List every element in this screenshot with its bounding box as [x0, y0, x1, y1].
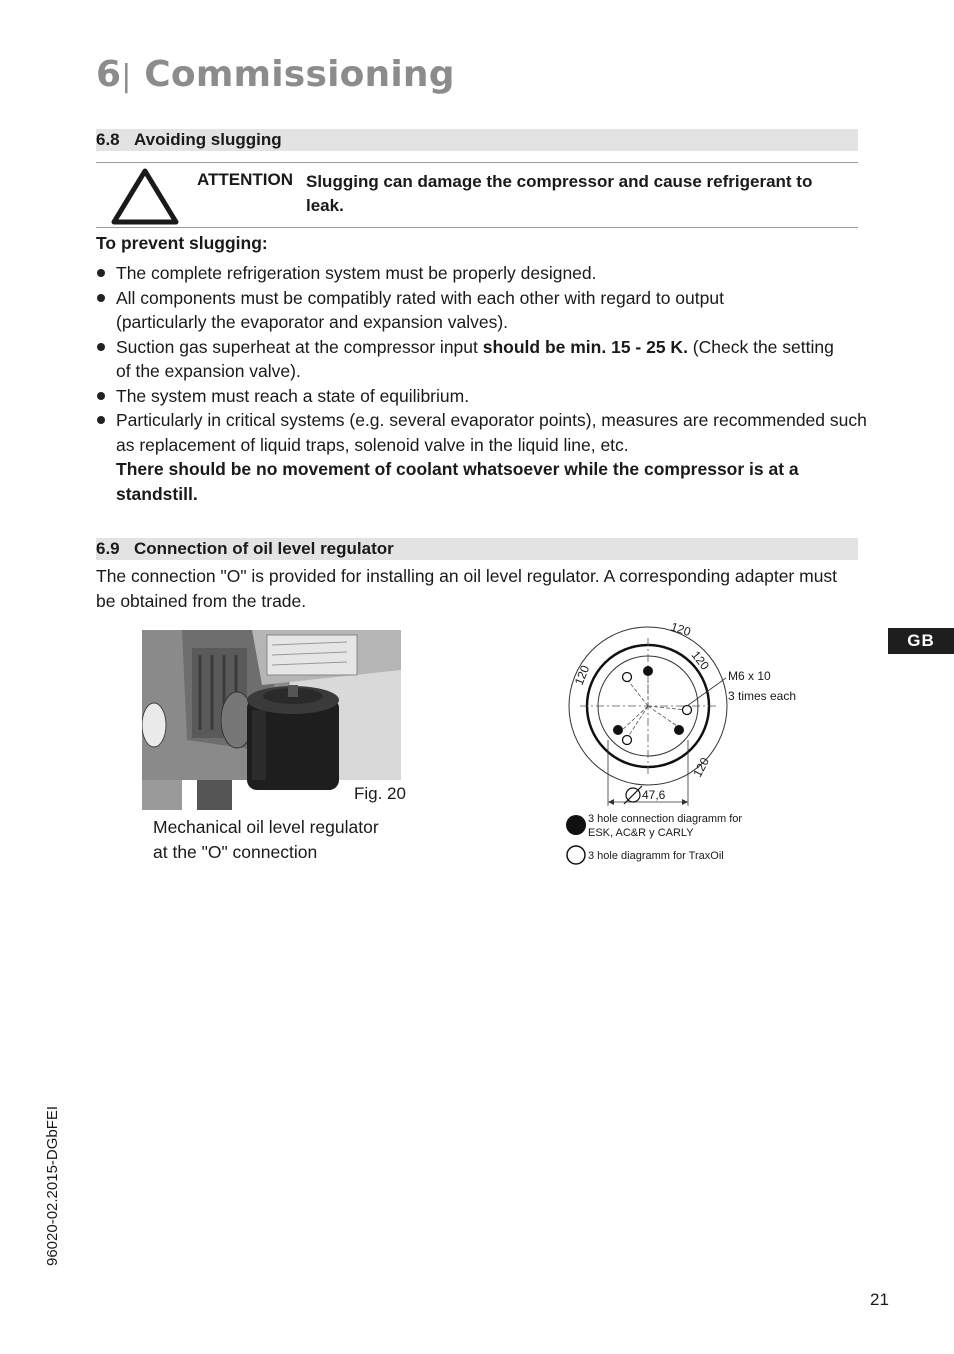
prevent-heading: To prevent slugging:: [96, 233, 268, 253]
legend-filled-line1: 3 hole connection diagramm for: [588, 813, 743, 825]
section-title: Avoiding slugging: [134, 130, 282, 149]
list-item: All components must be compatibly rated with each other with regard to output (particularly the evaporator and expansion valves).: [96, 286, 726, 335]
section-heading-6-9: [96, 538, 858, 560]
filled-hole-icon: [674, 725, 684, 735]
section-number: 6.9: [96, 539, 120, 558]
chapter-number: 6: [96, 54, 122, 95]
chapter-title-text: Commissioning: [144, 54, 455, 95]
figure-label: Fig. 20: [354, 784, 406, 803]
bullet-icon: [97, 392, 105, 400]
chapter-title: [96, 54, 455, 95]
attention-text: Slugging can damage the compressor and cause refrigerant to leak.: [306, 172, 813, 215]
language-tab: GB: [888, 628, 954, 654]
oil-regulator-paragraph: The connection "O" is provided for installing an oil level regulator. A corresponding adapter must be obtained from the trade.: [96, 566, 838, 611]
filled-hole-icon: [613, 725, 623, 735]
diameter-icon: [624, 786, 642, 804]
hole-pattern-diagram: [560, 610, 820, 870]
figure-caption: Mechanical oil level regulator at the "O" connection: [153, 817, 379, 862]
page-number: 21: [870, 1290, 889, 1309]
filled-hole-icon: [643, 666, 653, 676]
document-code: 96020-02.2015-DGbFEI: [44, 1105, 61, 1266]
angle-label-left: 120: [571, 663, 593, 688]
bolt-label: M6 x 10: [728, 669, 771, 683]
legend-open: 3 hole diagramm for TraxOil: [588, 850, 724, 862]
angle-label-top: 120: [669, 619, 693, 640]
attention-box: [96, 162, 858, 228]
prevention-list: [96, 261, 866, 506]
attention-label: ATTENTION: [197, 170, 294, 189]
section-heading-6-8: [96, 129, 858, 151]
section-number: 6.8: [96, 130, 120, 149]
section-title: Connection of oil level regulator: [134, 539, 394, 558]
chapter-separator: |: [121, 59, 132, 94]
filled-legend-icon: [566, 815, 586, 835]
diameter-value: 47,6: [642, 788, 666, 802]
warning-triangle-icon: [110, 167, 180, 225]
open-hole-icon: [683, 706, 692, 715]
bullet-icon: [97, 294, 105, 302]
open-legend-icon: [567, 846, 585, 864]
bullet-icon: [97, 416, 105, 424]
list-item: The system must reach a state of equilibrium.: [96, 384, 866, 409]
legend-filled-line2: ESK, AC&R y CARLY: [588, 827, 694, 839]
oil-regulator-photo: [142, 630, 401, 810]
list-item: Suction gas superheat at the compressor input should be min. 15 - 25 K. (Check the setting of the expansion valve).: [96, 335, 836, 384]
list-item: Particularly in critical systems (e.g. several evaporator points), measures are recommended such as replacement of liquid traps, solenoid valve in the liquid line, etc. There should be no movement of coolant whatsoever while the compressor is at a standstill.: [96, 408, 881, 506]
bullet-icon: [97, 343, 105, 351]
bolt-count: 3 times each: [728, 689, 797, 703]
angle-label-right-upper: 120: [688, 648, 713, 673]
open-hole-icon: [623, 673, 632, 682]
open-hole-icon: [623, 736, 632, 745]
angle-label-right-lower: 120: [690, 755, 713, 780]
bullet-icon: [97, 269, 105, 277]
list-item: The complete refrigeration system must be properly designed.: [96, 261, 866, 286]
